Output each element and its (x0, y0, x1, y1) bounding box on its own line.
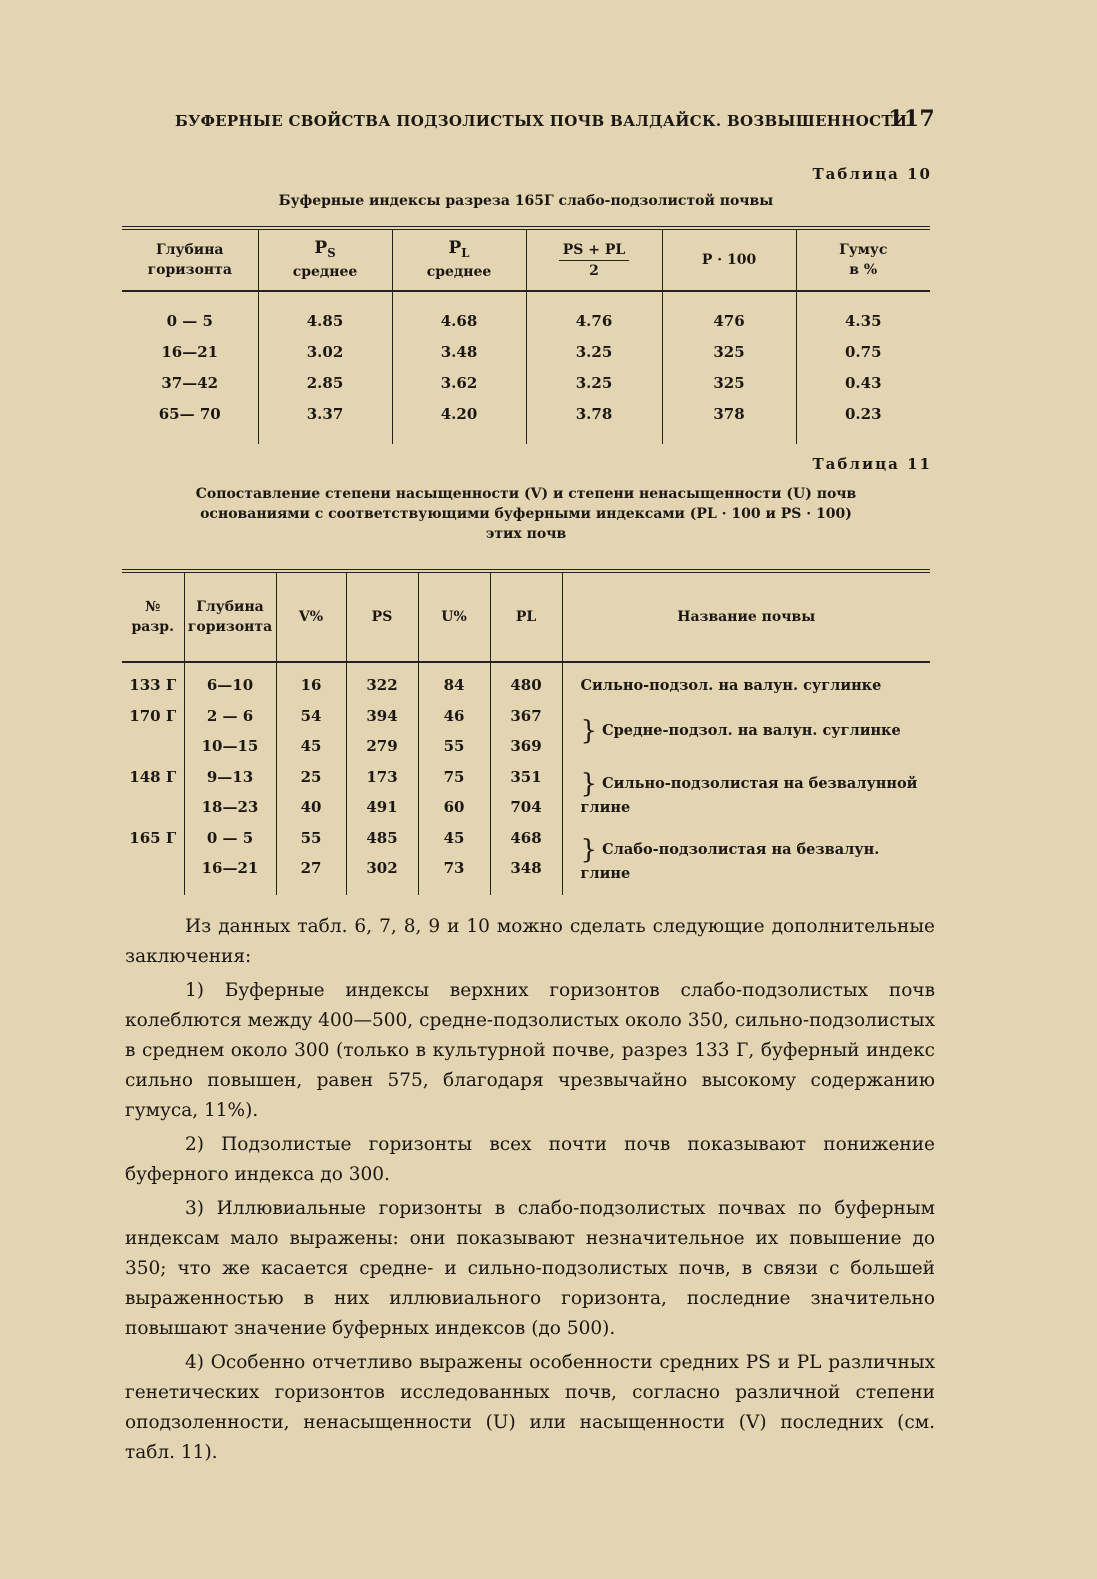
table11-header-depth: Глубина горизонта (184, 571, 276, 662)
table-row (122, 336, 930, 367)
table-row (122, 398, 930, 444)
table11 (122, 569, 930, 895)
table-cell: 16—21 (184, 853, 276, 895)
table-cell: 133 Г (129, 676, 177, 695)
table-cell: 16 (276, 662, 346, 701)
table-cell: 2.85 (258, 367, 392, 398)
table-cell: 279 (346, 731, 418, 762)
table-cell: 3.02 (258, 336, 392, 367)
table-cell: 348 (490, 853, 562, 895)
table-cell: 16—21 (161, 342, 219, 361)
table-cell: 40 (276, 792, 346, 823)
table-cell: 378 (662, 398, 796, 444)
table-cell: 84 (418, 662, 490, 701)
paragraph: 4) Особенно отчетливо выражены особенности средних PS и PL различных генетических горизонтов исследованных почв, согласно различной степени оподзоленности, ненасыщенности (U) или насыщенности (V) последних (см. табл. 11). (125, 1352, 935, 1463)
header-title: БУФЕРНЫЕ СВОЙСТВА ПОДЗОЛИСТЫХ ПОЧВ ВАЛДАЙСК. ВОЗВЫШЕННОСТИ (175, 112, 908, 130)
table-cell: 18—23 (184, 792, 276, 823)
table11-header-number: № разр. (131, 599, 174, 635)
table11-header-soil-name: Название почвы (562, 571, 930, 662)
table-row (122, 367, 930, 398)
table-cell: 485 (346, 823, 418, 854)
table11-header-pl: PL (490, 571, 562, 662)
table10-header-humus: Гумус в % (796, 228, 930, 291)
soil-name: } Сильно-подзолистая на безвалунной глине (562, 762, 930, 823)
table-cell: 46 (418, 701, 490, 732)
running-header (175, 106, 935, 132)
table-cell: 491 (346, 792, 418, 823)
table11-header-ps: PS (346, 571, 418, 662)
table10-header-ps-pl-half: PS + PL 2 (526, 228, 662, 291)
soil-name: } Средне-подзол. на валун. суглинке (562, 701, 930, 762)
table-cell (122, 792, 184, 823)
paragraph: Из данных табл. 6, 7, 8, 9 и 10 можно сделать следующие дополнительные заключения: (125, 916, 935, 967)
table10-header-row (122, 228, 930, 291)
table-cell: 4.35 (796, 291, 930, 336)
table10-header-ps: $P_S$ среднее (258, 228, 392, 291)
table-cell: 4.76 (526, 291, 662, 336)
table10-header-pl: $P_L$ среднее (392, 228, 526, 291)
table-cell: 10—15 (184, 731, 276, 762)
table-cell: 54 (276, 701, 346, 732)
table-cell: 0.23 (796, 398, 930, 444)
table-cell: 75 (418, 762, 490, 793)
table-cell: 3.48 (392, 336, 526, 367)
table-cell: 367 (490, 701, 562, 732)
table-cell: 73 (418, 853, 490, 895)
table-cell: 704 (490, 792, 562, 823)
table-cell: 9—13 (184, 762, 276, 793)
table-cell: 0.43 (796, 367, 930, 398)
soil-name: } Слабо-подзолистая на безвалун. глине (562, 823, 930, 895)
table-cell: 394 (346, 701, 418, 732)
table-cell: 6—10 (184, 662, 276, 701)
table-cell: 55 (276, 823, 346, 854)
table-cell: 45 (418, 823, 490, 854)
table-cell: 37—42 (161, 373, 219, 392)
table-cell: 3.37 (258, 398, 392, 444)
table-cell: 25 (276, 762, 346, 793)
soil-name: Сильно-подзол. на валун. суглинке (562, 662, 930, 701)
body-text (125, 912, 935, 1472)
table11-header-row (122, 571, 930, 662)
table-cell: 55 (418, 731, 490, 762)
page-number: 117 (888, 106, 935, 132)
table-cell: 480 (490, 662, 562, 701)
table10-header-depth: Глубина горизонта (147, 242, 232, 278)
table10 (122, 226, 930, 444)
table-cell (122, 731, 184, 762)
table-row (122, 762, 930, 793)
table-cell: 3.62 (392, 367, 526, 398)
table-cell: 351 (490, 762, 562, 793)
table-cell: 476 (662, 291, 796, 336)
paragraph: 2) Подзолистые горизонты всех почти почв показывают понижение буферного индекса до 300. (125, 1134, 935, 1185)
table-cell: 4.20 (392, 398, 526, 444)
table10-header-p100: P · 100 (662, 228, 796, 291)
table-cell: 325 (662, 367, 796, 398)
table-row (122, 701, 930, 732)
table-cell: 322 (346, 662, 418, 701)
table-cell: 3.78 (526, 398, 662, 444)
table-row (122, 291, 930, 336)
table11-header-u: U% (418, 571, 490, 662)
table-cell: 27 (276, 853, 346, 895)
table-cell: 0 — 5 (184, 823, 276, 854)
table-cell: 3.25 (526, 367, 662, 398)
table-cell: 170 Г (129, 706, 177, 725)
table11-title: Сопоставление степени насыщенности (V) и степени ненасыщенности (U) почв основаниями с соответствующими буферными индексами (PL · 100 и PS · 100) этих почв (195, 486, 857, 542)
paragraph: 3) Иллювиальные горизонты в слабо-подзолистых почвах по буферным индексам мало выражены: они показывают незначительное их повышение до 350; что же касается средне- и сильно-подзолистых почв, в связи с большей выраженностью в них иллювиального горизонта, последние значительно повышают значение буферных индексов (до 500). (125, 1198, 935, 1339)
table-cell: 4.68 (392, 291, 526, 336)
table-cell: 302 (346, 853, 418, 895)
table-cell: 468 (490, 823, 562, 854)
table-cell: 173 (346, 762, 418, 793)
table-row (122, 823, 930, 854)
table-cell: 4.85 (258, 291, 392, 336)
table-cell: 165 Г (129, 828, 177, 847)
table11-label: Таблица 11 (812, 455, 932, 473)
table-row (122, 662, 930, 701)
table11-header-v: V% (276, 571, 346, 662)
table-cell: 45 (276, 731, 346, 762)
table-cell: 0 — 5 (166, 311, 213, 330)
table-cell: 0.75 (796, 336, 930, 367)
table-cell: 65— 70 (158, 404, 221, 423)
table-cell: 2 — 6 (184, 701, 276, 732)
table-cell: 369 (490, 731, 562, 762)
table10-title: Буферные индексы разреза 165Г слабо-подзолистой почвы (278, 193, 774, 209)
table-cell (122, 853, 184, 895)
table10-label: Таблица 10 (812, 165, 932, 183)
table-cell: 148 Г (129, 767, 177, 786)
table-cell: 3.25 (526, 336, 662, 367)
paragraph: 1) Буферные индексы верхних горизонтов слабо-подзолистых почв колеблются между 400—500, средне-подзолистых около 350, сильно-подзолистых в среднем около 300 (только в культурной почве, разрез 133 Г, буферный индекс сильно повышен, равен 575, благодаря чрезвычайно высокому содержанию гумуса, 11%). (125, 980, 935, 1121)
table-cell: 325 (662, 336, 796, 367)
table-cell: 60 (418, 792, 490, 823)
